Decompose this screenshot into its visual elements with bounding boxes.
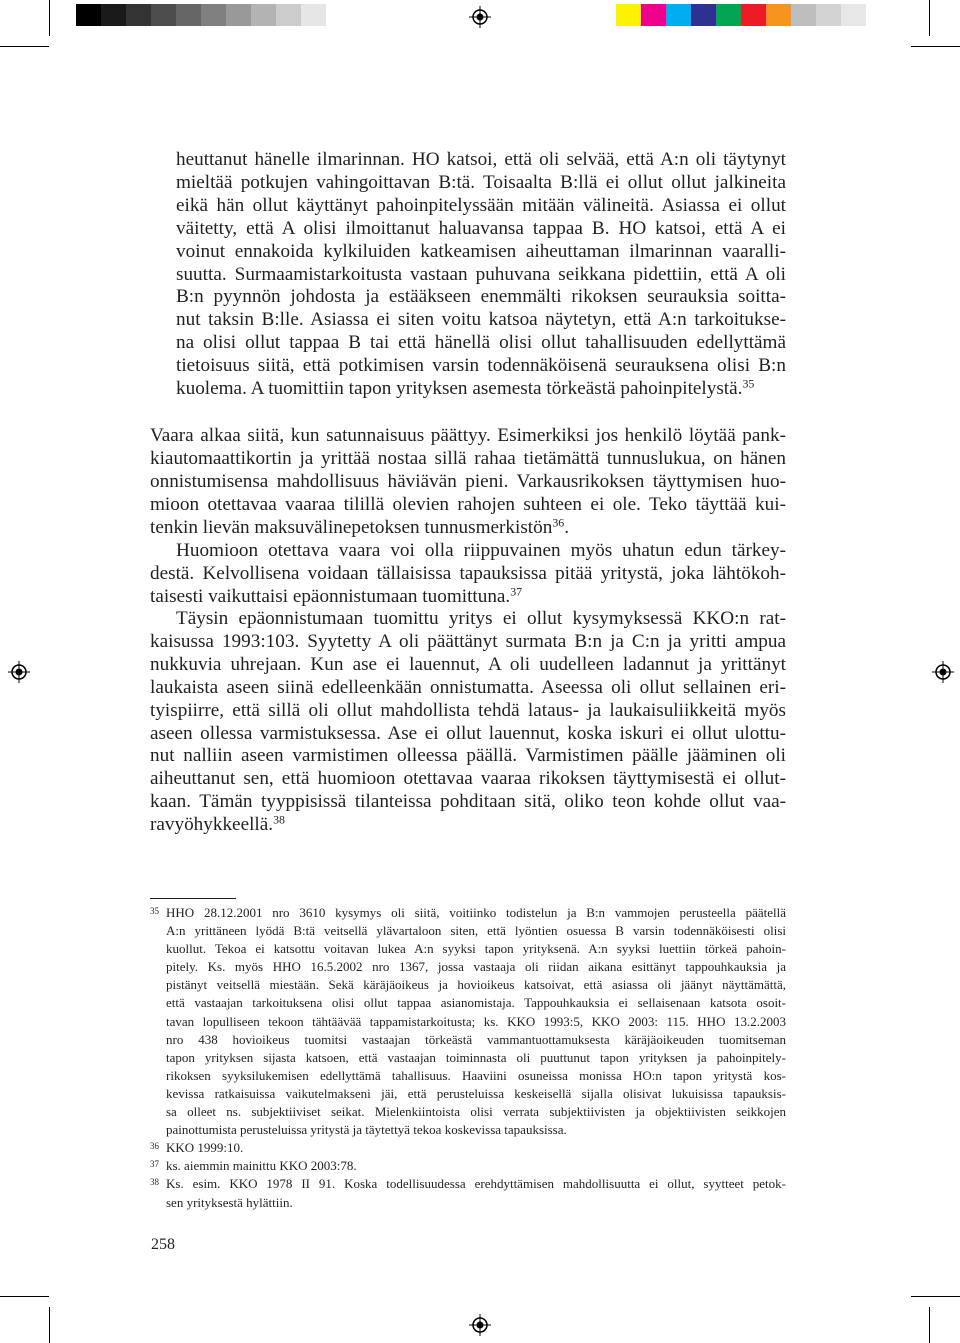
line-text: onnistumisensa mahdollisuus häviävän pieni. Varkausrikoksen täyttymisen huo-: [150, 470, 786, 492]
crop-mark: [0, 1296, 49, 1297]
text-line: [150, 791, 786, 814]
registration-mark-icon: [932, 661, 954, 683]
footnote-line: sen yrityksestä hylättiin.: [166, 1194, 293, 1210]
text-line: [150, 814, 786, 837]
text-line: [176, 149, 786, 172]
color-swatch: [126, 4, 151, 26]
line-text: nut nalliin aseen varmistimen olleessa päällä. Varmistimen päälle jääminen oli: [150, 745, 786, 767]
footnotes: [150, 904, 786, 1212]
footnote-line: KKO 1999:10.: [166, 1140, 244, 1156]
gray-calibration-strip: [76, 4, 326, 26]
line-text: tenkin lievän maksuvälinepetoksen tunnusmerkistön: [150, 516, 553, 538]
line-text: voinut ennakoida kylkiluiden katkeamisen aiheuttaman ilmarinnan vaaralli-: [176, 240, 786, 262]
footnote-line: painottumista perusteluissa yritystä ja täytettyä tekoa koskevissa tapauksissa.: [166, 1122, 567, 1138]
crop-mark: [911, 1296, 960, 1297]
footnote-number: 36: [150, 1141, 159, 1152]
text-line: [150, 745, 786, 768]
line-text: suutta. Surmaamistarkoitusta vastaan puhuvana seikkana pidettiin, että A oli: [176, 263, 786, 285]
line-text: tyispiirre, että sillä oli ollut mahdollista tehdä lataus- ja laukaisuliikkeitä myös: [150, 699, 786, 721]
footnote-38: [150, 1175, 786, 1211]
text-line: [150, 768, 786, 791]
text-line: [150, 448, 786, 471]
text-line: [176, 332, 786, 355]
color-swatch: [766, 4, 791, 26]
text-line: [150, 586, 786, 609]
text-line: [176, 264, 786, 287]
text-line: [150, 677, 786, 700]
color-swatch: [301, 4, 326, 26]
footnote-number: 35: [150, 906, 159, 916]
color-swatch: [641, 4, 666, 26]
crop-mark: [929, 1307, 930, 1343]
color-swatch: [101, 4, 126, 26]
text-line: [176, 286, 786, 309]
color-swatch: [276, 4, 301, 26]
color-swatch: [251, 4, 276, 26]
text-line: [150, 563, 786, 586]
line-text: väitetty, että A olisi ilmoittanut haluavansa tappaa B. HO katsoi, että A ei: [176, 217, 786, 239]
line-text: mioon otettavaa vaaraa tilillä olevien rahojen suhteen ei ole. Teko täyttää kui-: [150, 493, 786, 515]
footnote-line: kuollut. Tekoa ei katsottu voitavan lukea A:n syyksi tapon yrityksenä. A:n syyksi luettiin törkeä pahoin-: [166, 941, 786, 957]
footnote-line: nro 438 hovioikeus tuomitsi vastaajan törkeästä vammantuottamuksesta käräjäoikeuden tuomitseman: [166, 1031, 786, 1047]
footnote-divider: [150, 898, 236, 899]
color-swatch: [616, 4, 641, 26]
footnote-line: tapon yrityksen sijasta katsoen, että vastaajan toiminnasta oli puuttunut tapon yrityksen ja pahoinpitely-: [166, 1049, 786, 1065]
footnote-line: tavan lopulliseen tekoon tähtäävää tappamistarkoitusta; ks. KKO 1993:5, KKO 2003: 115. HHO 13.2.2003: [166, 1013, 786, 1029]
crop-mark: [0, 46, 49, 47]
color-swatch: [226, 4, 251, 26]
text-line: [150, 723, 786, 746]
text-line: [150, 471, 786, 494]
line-text: kaan. Tämän tyyppisissä tilanteissa pohditaan sitä, oliko teon kohde ollut vaa-: [150, 791, 786, 813]
text-line: [150, 700, 786, 723]
text-line: [176, 309, 786, 332]
footnote-ref[interactable]: 37: [510, 585, 523, 599]
text-line: [176, 172, 786, 195]
color-swatch: [201, 4, 226, 26]
footnote-ref[interactable]: 38: [273, 814, 285, 827]
footnote-line: sa olleet ns. subjektiiviset seikat. Mielenkiintoista olisi verrata subjektiivisten ja objektiivisten seikkojen: [166, 1104, 786, 1120]
footnote-line: HHO 28.12.2001 nro 3610 kysymys oli siitä, voitiinko todistelun ja B:n vammojen perusteella päätellä: [166, 905, 786, 920]
line-text: kaisussa 1993:103. Syytetty A oli päättänyt surmata B:n ja C:n ja yritti ampua: [150, 630, 786, 652]
color-swatch: [666, 4, 691, 26]
color-swatch: [76, 4, 101, 26]
text-line: [176, 241, 786, 264]
footnote-number: 37: [150, 1159, 159, 1170]
line-text: mieltää potkujen vahingoittavan B:tä. Toisaalta B:llä ei ollut ollut jalkineita: [176, 171, 786, 193]
text-line: [150, 494, 786, 517]
line-text: .: [564, 516, 570, 538]
text-line: [150, 517, 786, 540]
footnote-line: A:n yrittäneen lyödä B:tä veitsellä ylävartaloon siten, että lyöntien osuessa B varsin todennäköisesti olisi: [166, 923, 786, 939]
color-swatch: [151, 4, 176, 26]
footnote-line: pistänyt veitsellä miestään. Sekä käräjäoikeus ja hovioikeus katsoivat, että asiassa oli jäänyt näyttämättä,: [166, 977, 786, 993]
registration-mark-icon: [469, 6, 491, 28]
color-calibration-strip: [616, 4, 866, 26]
footnote-line: rikoksen syyksilukemisen edellyttämä tahallisuus. Haaviini osuneissa monissa HO:n tapon yritystä kos-: [166, 1067, 786, 1083]
text-line: [150, 425, 786, 448]
color-swatch: [816, 4, 841, 26]
text-line: [176, 378, 786, 401]
line-text: eikä hän ollut käyttänyt pahoinpitelyssään mitään välineitä. Asiassa ei ollut: [176, 194, 786, 216]
line-text: taisesti vaikuttaisi epäonnistumaan tuomittuna.: [150, 585, 511, 607]
color-swatch: [741, 4, 766, 26]
color-swatch: [176, 4, 201, 26]
line-text: Vaara alkaa siitä, kun satunnaisuus päättyy. Esimerkiksi jos henkilö löytää pank-: [150, 425, 786, 446]
crop-mark: [49, 0, 50, 36]
line-text: tietoisuus siitä, että potkimisen varsin todennäköisenä seurauksena olisi B:n: [176, 355, 786, 377]
line-text: aiheuttanut sen, että huomioon otettavaa vaaraa rikoksen täyttymisestä ei ollut-: [150, 768, 786, 790]
text-line: [150, 540, 786, 563]
color-swatch: [841, 4, 866, 26]
line-text: ravyöhykkeellä.: [150, 814, 274, 836]
footnote-ref[interactable]: 36: [552, 516, 565, 530]
line-text: kiautomaattikortin ja yrittää nostaa sillä rahaa tietämättä tunnuslukua, on hänen: [150, 447, 786, 469]
text-line: [150, 631, 786, 654]
color-swatch: [791, 4, 816, 26]
footnote-line: pitely. Ks. myös HHO 16.5.2002 nro 1367, jossa vastaaja oli riidan aikana esittänyt tappouhkauksia ja: [166, 959, 786, 975]
footnote-line: että vastaajan tarkoituksena olisi ollut tappaa asianomistaja. Tappouhkauksia ei sellaisenaan katsota osoit-: [166, 995, 786, 1011]
footnote-line: Ks. esim. KKO 1978 II 91. Koska todellisuudessa erehdyttämisen mahdollisuutta ei ollut, syytteet petok-: [166, 1176, 786, 1192]
line-text: B:n pyynnön johdosta ja estääkseen enemmälti rikoksen seurauksia soitta-: [176, 286, 786, 308]
line-text: laukaista aseen siinä edelleenkään onnistumatta. Aseessa oli ollut sellainen eri-: [150, 676, 786, 698]
color-swatch: [716, 4, 741, 26]
line-text: na olisi ollut tappaa B tai että hänellä olisi ollut tahallisuuden edellyttämä: [176, 332, 786, 354]
text-line: [150, 608, 786, 631]
line-text: aseen ollessa varmistuksessa. Ase ei ollut lauennut, koska iskuri ei ollut ulottu-: [150, 722, 786, 744]
crop-mark: [911, 46, 960, 47]
line-text: Täysin epäonnistumaan tuomittu yritys ei ollut kysymyksessä KKO:n rat-: [176, 608, 786, 629]
line-text: nut taksin B:lle. Asiassa ei siten voitu katsoa näytetyn, että A:n tarkoitukse-: [176, 309, 786, 331]
footnote-line: ks. aiemmin mainittu KKO 2003:78.: [166, 1158, 357, 1174]
registration-mark-icon: [469, 1314, 491, 1336]
footnote-line: kevissa ratkaisuissa vaikutelmakseni jäi, että perusteluissa keskeisellä sijalla olisivat lukuisissa tapauksis-: [166, 1085, 786, 1101]
line-text: nukkuvia uhrejaan. Kun ase ei lauennut, A oli uudelleen ladannut ja yrittänyt: [150, 653, 786, 675]
line-text: Huomioon otettava vaara voi olla riippuvainen myös uhatun edun tärkey-: [176, 540, 786, 561]
case-summary-block: [176, 149, 786, 401]
text-line: [176, 355, 786, 378]
registration-mark-icon: [8, 661, 30, 683]
body-paragraph-danger: [150, 425, 786, 540]
line-text: heuttanut hänelle ilmarinnan. HO katsoi, että oli selvää, että A:n oli täytynyt: [176, 149, 786, 170]
crop-mark: [929, 0, 930, 36]
footnote-36: [150, 1139, 786, 1157]
text-line: [150, 654, 786, 677]
line-text: kuolema. A tuomittiin tapon yrityksen asemesta törkeästä pahoinpitelystä.: [176, 378, 743, 400]
footnote-35: [150, 904, 786, 1139]
color-swatch: [691, 4, 716, 26]
footnote-number: 38: [150, 1177, 159, 1188]
footnote-37: [150, 1157, 786, 1175]
text-line: [176, 218, 786, 241]
page-number: 258: [151, 1236, 175, 1253]
body-paragraph-kko-case: [150, 608, 786, 837]
crop-mark: [49, 1307, 50, 1343]
text-line: [176, 195, 786, 218]
footnote-ref[interactable]: 35: [742, 378, 755, 391]
body-paragraph-interest: [150, 540, 786, 609]
line-text: destä. Kelvollisena voidaan tällaisissa tapauksissa pitää yritystä, joka lähtökoh-: [150, 562, 786, 584]
